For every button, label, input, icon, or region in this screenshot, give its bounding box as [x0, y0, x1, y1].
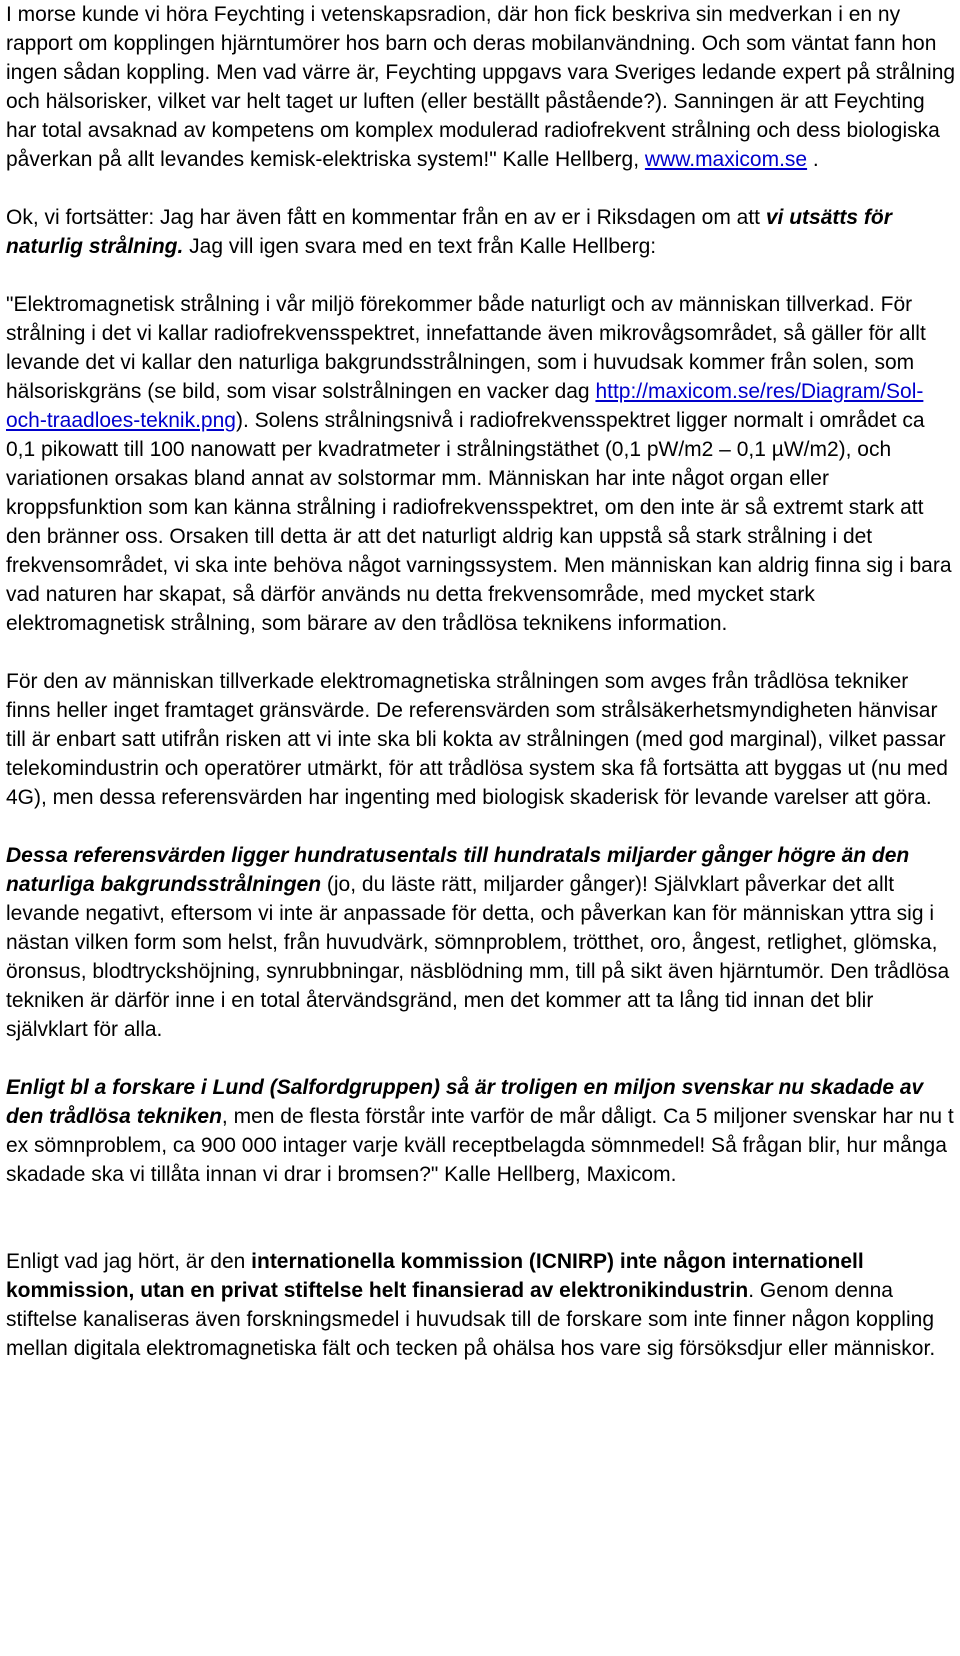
paragraph-text: I morse kunde vi höra Feychting i vetenskapsradion, där hon fick beskriva sin medverkan i en ny rapport om kopplingen hjärntumörer hos barn och deras mobilanvändning. Och som väntat fann hon ingen sådan koppling. Men vad värre är, Feychting uppgavs vara Sveriges ledande expert på strålning och hälsorisker, vilket var helt taget ur luften (eller beställt påstående?). Sanningen är att Feychting har total avsaknad av kompetens om komplex modulerad radiofrekvent strålning och dess biologiska påverkan på allt levandes kemisk-elektriska system!" Kalle Hellberg, — [6, 3, 956, 171]
paragraph-billions-higher — [6, 841, 956, 1044]
paragraph-text: . Genom denna stiftelse kanaliseras även forskningsmedel i huvudsak till de forskare som inte finner någon koppling mellan digitala elektromagnetiska fält och tecken på ohälsa hos vare sig försöksdjur eller människor. — [6, 1279, 936, 1360]
paragraph-text: Ok, vi fortsätter: Jag har även fått en kommentar från en av er i Riksdagen om att — [6, 206, 766, 229]
paragraph-text: (jo, du läste rätt, miljarder gånger)! Självklart påverkar det allt levande negativt, eftersom vi inte är anpassade för detta, och påverkan kan för människan yttra sig i nästan vilken form som helst, från huvudvärk, sömnproblem, trötthet, oro, ångest, retlighet, glömska, öronsus, blodtryckshöjning, synrubbningar, näsblödning mm, till på sikt även hjärntumör. Den trådlösa tekniken är därför inne i en total återvändsgränd, men det kommer att ta lång tid innan det blir självklart för alla. — [6, 873, 950, 1041]
paragraph-text: ). Solens strålningsnivå i radiofrekvensspektret ligger normalt i området ca 0,1 pikowatt till 100 nanowatt per kvadratmeter i strålningstäthet (0,1 pW/m2 – 0,1 µW/m2), och variationen orsakas bland annat av solstormar mm. Människan har inte något organ eller kroppsfunktion som kan känna strålning i radiofrekvensspektret, om den inte är så extremt stark att den bränner oss. Orsaken till detta är att det naturligt aldrig kan uppstå så stark strålning i det frekvensområdet, vi ska inte behöva något varningssystem. Men människan kan aldrig finna sig i bara vad naturen har skapat, så därför används nu detta frekvensområde, med mycket stark elektromagnetisk strålning, som bärare av den trådlösa teknikens information. — [6, 409, 952, 635]
emphasis-reference-values: Dessa referensvärden ligger hundratusentals till hundratals miljarder gånger högre än den naturliga bakgrundsstrålningen — [6, 844, 910, 896]
paragraph-feychting — [6, 0, 956, 174]
paragraph-text: Enligt vad jag hört, är den — [6, 1250, 252, 1273]
emphasis-million-swedes: Enligt bl a forskare i Lund (Salfordgruppen) så är troligen en miljon svenskar nu skadade av den trådlösa tekniken — [6, 1076, 924, 1128]
document-page — [6, 0, 956, 1363]
emphasis-natural-radiation: vi utsätts för naturlig strålning. — [6, 206, 892, 258]
maxicom-link[interactable]: www.maxicom.se — [644, 148, 808, 171]
paragraph-text: "Elektromagnetisk strålning i vår miljö förekommer både naturligt och av människan tillverkad. För strålning i det vi kallar radiofrekvensspektret, innefattande även mikrovågsområdet, så gäller för allt levande det vi kallar den naturliga bakgrundsstrålningen, som i huvudsak kommer från solen, som hälsoriskgräns (se bild, som visar solstrålningen en vacker dag — [6, 293, 926, 403]
paragraph-text: . — [807, 148, 819, 171]
diagram-link[interactable]: http://maxicom.se/res/Diagram/Sol-och-traadloes-teknik.png — [6, 380, 924, 432]
paragraph-riksdag-comment — [6, 203, 956, 261]
paragraph-text: , men de flesta förstår inte varför de mår dåligt. Ca 5 miljoner svenskar har nu t ex sömnproblem, ca 900 000 intager varje kväll receptbelagda sömnmedel! Så frågan blir, hur många skadade ska vi tillåta innan vi drar i bromsen?" Kalle Hellberg, Maxicom. — [6, 1105, 954, 1186]
paragraph-electromagnetic-radiation — [6, 290, 956, 638]
paragraph-icnirp — [6, 1247, 956, 1363]
paragraph-reference-values — [6, 667, 956, 812]
paragraph-text: Jag vill igen svara med en text från Kalle Hellberg: — [183, 235, 657, 258]
paragraph-text: För den av människan tillverkade elektromagnetiska strålningen som avges från trådlösa tekniker finns heller inget framtaget gränsvärde. De referensvärden som strålsäkerhetsmyndigheten hänvisar till är enbart satt utifrån risken att vi inte ska bli kokta av strålningen (med god marginal), vilket passar telekomindustrin och operatörer utmärkt, för att trådlösa system ska få fortsätta att byggas ut (nu med 4G), men dessa referensvärden har ingenting med biologisk skaderisk för levande varelser att göra. — [6, 670, 948, 809]
emphasis-icnirp: internationella kommission (ICNIRP) inte någon internationell kommission, utan en privat stiftelse helt finansierad av elektronikindustrin — [6, 1250, 864, 1302]
paragraph-lund-researchers — [6, 1073, 956, 1189]
